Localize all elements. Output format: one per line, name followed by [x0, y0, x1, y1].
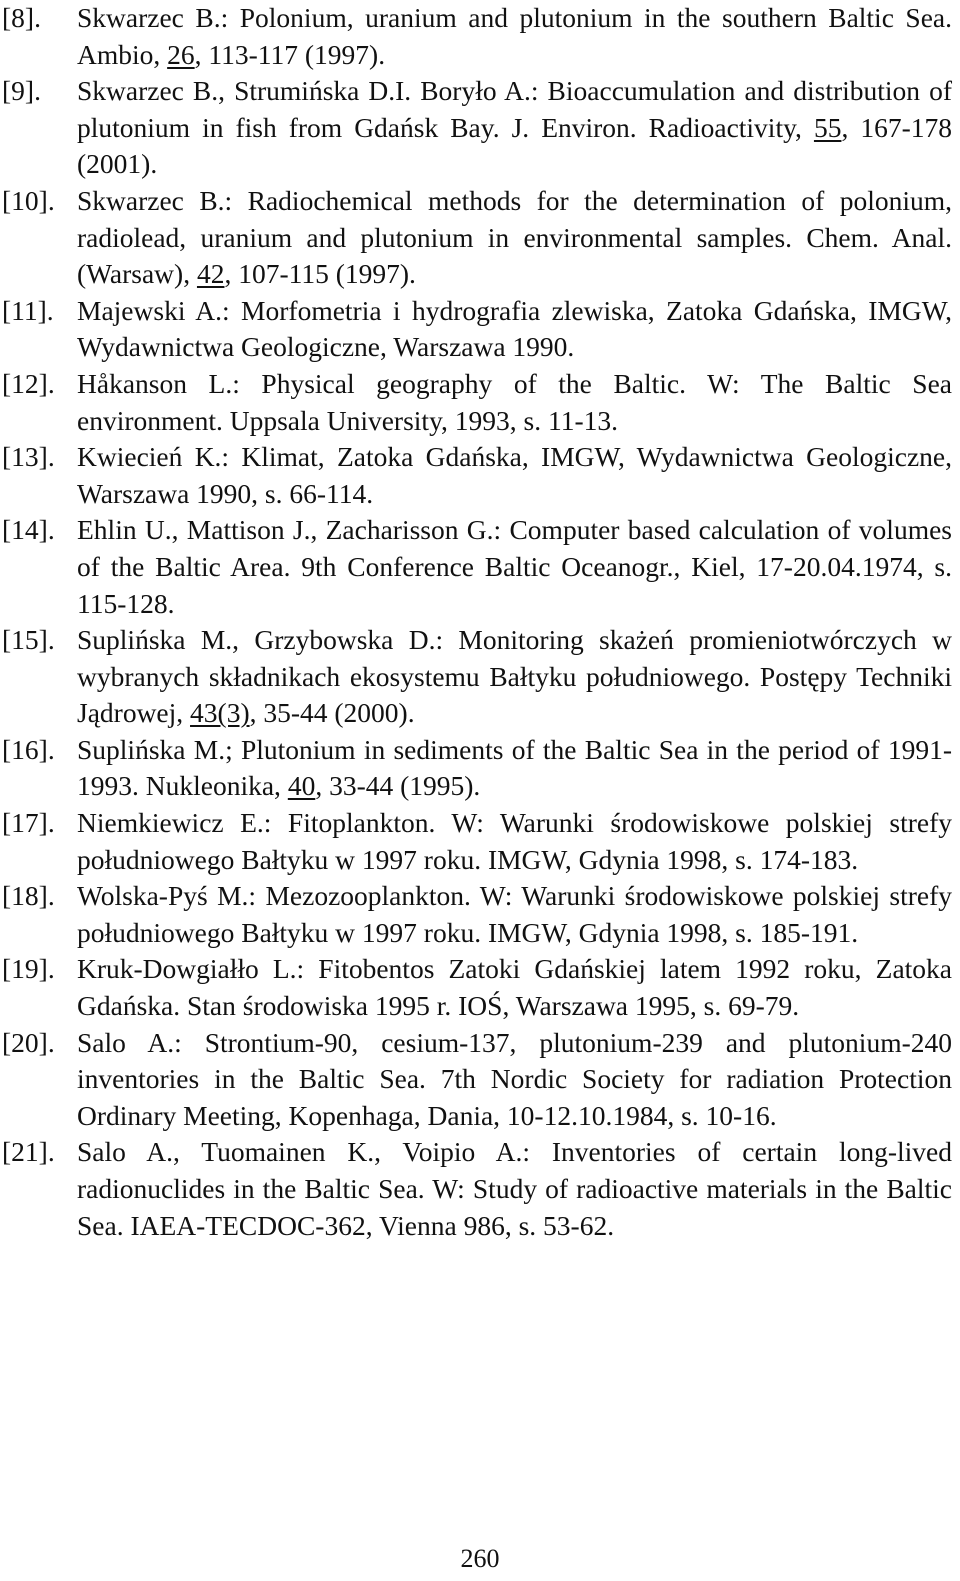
reference-number: [13]. — [2, 441, 55, 473]
reference-text — [77, 622, 952, 732]
reference-text — [77, 951, 952, 1024]
reference-number: [16]. — [2, 733, 55, 765]
reference-number: [9]. — [2, 75, 41, 107]
reference-text-segment: Kwiecień K.: Klimat, Zatoka Gdańska, IMGW, Wydawnictwa Geologiczne, Warszawa 1990, s. 66-114. — [77, 441, 952, 509]
reference-item — [0, 878, 960, 951]
reference-text-segment: Wolska-Pyś M.: Mezozooplankton. W: Warunki środowiskowe polskiej strefy południowego Bałtyku w 1997 roku. IMGW, Gdynia 1998, s. 185-191. — [77, 880, 952, 948]
reference-number: [15]. — [2, 624, 55, 656]
reference-number: [8]. — [2, 2, 41, 33]
reference-text — [77, 183, 952, 293]
reference-number: [21]. — [2, 1136, 55, 1168]
reference-text-segment: Niemkiewicz E.: Fitoplankton. W: Warunki środowiskowe polskiej strefy południowego Bałtyku w 1997 roku. IMGW, Gdynia 1998, s. 174-183. — [77, 807, 952, 875]
reference-volume: 26 — [167, 38, 195, 70]
reference-text-segment: , 107-115 (1997). — [224, 258, 416, 290]
reference-volume: 40 — [287, 770, 316, 802]
reference-number: [14]. — [2, 514, 55, 546]
reference-text-segment: Skwarzec B.: Polonium, uranium and plutonium in the southern Baltic Sea. Ambio, — [77, 2, 952, 70]
reference-item — [0, 0, 960, 73]
reference-item — [0, 732, 960, 805]
reference-item — [0, 366, 960, 439]
reference-text — [77, 732, 952, 805]
reference-item — [0, 73, 960, 183]
reference-item — [0, 512, 960, 622]
reference-volume: 55 — [813, 111, 842, 143]
reference-text-segment: Skwarzec B.: Radiochemical methods for the determination of polonium, radiolead, uranium and plutonium in environmental samples. Chem. Anal. (Warsaw), — [77, 184, 952, 290]
reference-number: [12]. — [2, 367, 55, 399]
reference-text — [77, 1025, 952, 1135]
reference-text-segment: Suplińska M.; Plutonium in sediments of the Baltic Sea in the period of 1991-1993. Nukleonika, — [77, 733, 952, 802]
reference-text-segment: , 33-44 (1995). — [315, 770, 481, 802]
reference-item — [0, 1134, 960, 1244]
reference-text-segment: Salo A.: Strontium-90, cesium-137, plutonium-239 and plutonium-240 inventories in the Baltic Sea. 7th Nordic Society for radiation Protection Ordinary Meeting, Kopenhaga, Dania, 10-12.10.1984, s. 10-16. — [77, 1026, 952, 1131]
reference-text-segment: Kruk-Dowgiałło L.: Fitobentos Zatoki Gdańskiej latem 1992 roku, Zatoka Gdańska. Stan środowiska 1995 r. IOŚ, Warszawa 1995, s. 69-79. — [77, 953, 952, 1022]
reference-number: [20]. — [2, 1026, 55, 1058]
reference-item — [0, 439, 960, 512]
reference-text — [77, 0, 952, 73]
page-number: 260 — [460, 1544, 500, 1573]
reference-volume: 42 — [196, 258, 225, 290]
reference-text-segment: Håkanson L.: Physical geography of the Baltic. W: The Baltic Sea environment. Uppsala University, 1993, s. 11-13. — [77, 367, 952, 436]
reference-item — [0, 293, 960, 366]
reference-text-segment: Ehlin U., Mattison J., Zacharisson G.: Computer based calculation of volumes of the Baltic Area. 9th Conference Baltic Oceanogr., Kiel, 17-20.04.1974, s. 115-128. — [77, 514, 952, 619]
reference-text — [77, 366, 952, 439]
reference-item — [0, 622, 960, 732]
reference-text — [77, 878, 952, 951]
reference-volume: 43(3) — [190, 697, 250, 729]
reference-number: [11]. — [2, 294, 54, 326]
reference-number: [10]. — [2, 184, 55, 216]
reference-item — [0, 805, 960, 878]
reference-item — [0, 951, 960, 1024]
reference-item — [0, 1025, 960, 1135]
reference-text — [77, 512, 952, 622]
reference-text — [77, 439, 952, 512]
reference-item — [0, 183, 960, 293]
reference-text — [77, 293, 952, 366]
reference-number: [17]. — [2, 807, 55, 839]
reference-text-segment: , 113-117 (1997). — [194, 38, 386, 70]
reference-text — [77, 73, 952, 183]
reference-text-segment: , 167-178 (2001). — [77, 111, 952, 180]
reference-text-segment: Suplińska M., Grzybowska D.: Monitoring skażeń promieniotwórczych w wybranych składnikach ekosystemu Bałtyku południowego. Postępy Techniki Jądrowej, — [77, 624, 952, 729]
reference-text — [77, 805, 952, 878]
reference-text-segment: Salo A., Tuomainen K., Voipio A.: Inventories of certain long-lived radionuclides in the Baltic Sea. W: Study of radioactive materials in the Baltic Sea. IAEA-TECDOC-362, Vienna 986, s. 53-62. — [77, 1136, 952, 1241]
reference-number: [18]. — [2, 880, 55, 912]
reference-text-segment: Skwarzec B., Strumińska D.I. Boryło A.: Bioaccumulation and distribution of plutonium in fish from Gdańsk Bay. J. Environ. Radioactivity, — [77, 75, 952, 143]
reference-text-segment: , 35-44 (2000). — [249, 697, 415, 729]
reference-text-segment: Majewski A.: Morfometria i hydrografia zlewiska, Zatoka Gdańska, IMGW, Wydawnictwa Geologiczne, Warszawa 1990. — [77, 294, 952, 363]
reference-number: [19]. — [2, 953, 55, 985]
reference-text — [77, 1134, 952, 1244]
